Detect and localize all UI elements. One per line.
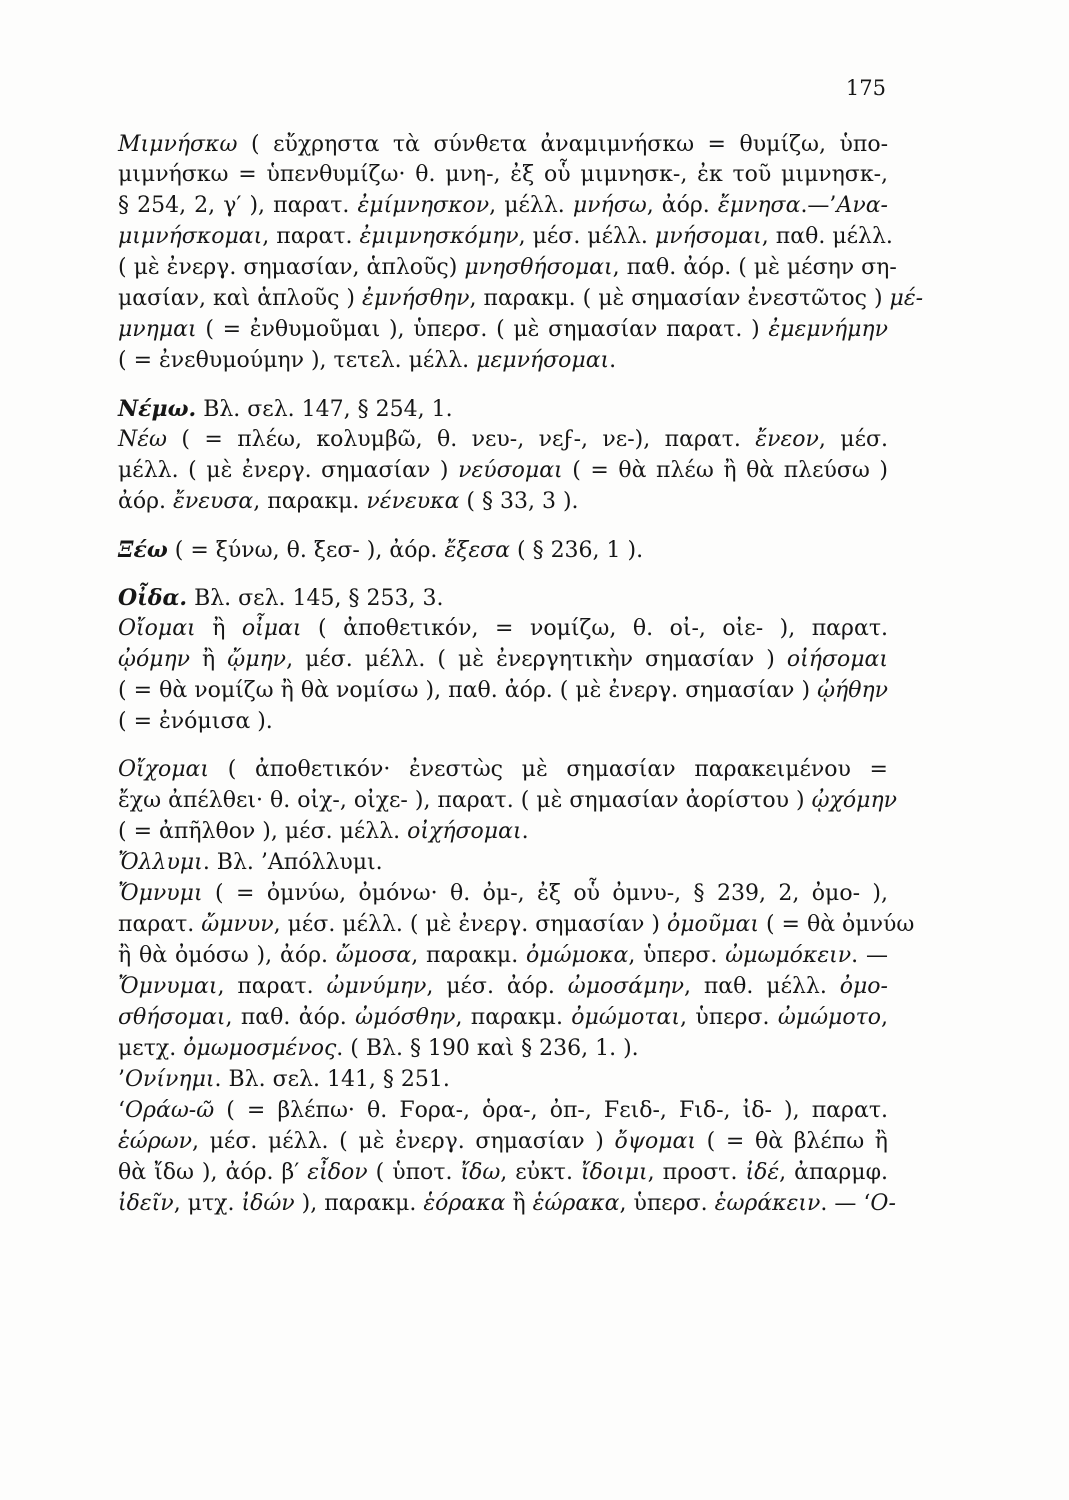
- text-run: ( ἀποθετικόν· ἐνεστὼς μὲ σημασίαν παρακειμένου =: [209, 757, 888, 782]
- text-line: [118, 879, 888, 909]
- greek-form: ἰδέ: [745, 1160, 780, 1185]
- text-line: [118, 1003, 888, 1033]
- greek-form: ἰδεῖν: [118, 1191, 174, 1216]
- text-run: ( = ἐνόμισα ).: [118, 709, 273, 734]
- text-run: ἢ: [505, 1191, 533, 1216]
- greek-form: Ὄλλυμι: [118, 850, 203, 875]
- text-run: ἔχω ἀπέλθει· θ. οἰχ-, οἰχε- ), παρατ. ( μὲ σημασίαν ἀορίστου ): [118, 788, 812, 813]
- greek-form: ᾠχόμην: [811, 788, 897, 813]
- text-run: , μέσ. μέλλ. ( μὲ ἐνεργητικὴν σημασίαν ): [286, 647, 787, 672]
- text-run: ( = θὰ βλέπω ἢ: [696, 1129, 888, 1154]
- text-run: , μέσ. ἀόρ.: [426, 974, 568, 999]
- greek-form: Μιμνήσκω: [118, 132, 238, 157]
- text-line: [118, 817, 888, 847]
- text-run: ( = θὰ πλέω ἢ θὰ πλεύσω ): [562, 458, 888, 483]
- text-run: § 254, 2, γ′ ), παρατ.: [118, 193, 358, 218]
- text-line: [118, 346, 888, 376]
- greek-form: ὄψομαι: [614, 1129, 697, 1154]
- greek-form: ἴδω: [460, 1160, 501, 1185]
- greek-form: Οἴομαι: [118, 616, 196, 641]
- greek-form: νεύσομαι: [458, 458, 563, 483]
- greek-form: ᾠόμην: [118, 647, 191, 672]
- text-run: .: [521, 819, 529, 844]
- text-run: , μέσ. μέλλ. ( μὲ ἐνεργ. σημασίαν ): [273, 912, 667, 937]
- greek-form: μνήσομαι: [654, 224, 762, 249]
- text-line: [118, 755, 888, 785]
- greek-form: ἔνευσα: [173, 489, 254, 514]
- greek-form: Ανα-: [836, 193, 888, 218]
- greek-form: μνήσω: [572, 193, 647, 218]
- text-line: [118, 191, 888, 221]
- text-run: ( = ὀμνύω, ὀμόνω· θ. ὀμ-, ἐξ οὗ ὀμνυ-, § 239, 2, ὀμο- ),: [202, 881, 888, 906]
- text-run: , ἀπαρμφ.: [779, 1160, 888, 1185]
- text-run: ( ἀποθετικόν, = νομίζω, θ. οἰ-, οἰε- ), παρατ.: [301, 616, 888, 641]
- greek-form: ᾠήθην: [817, 678, 888, 703]
- text-run: , παρακμ.: [411, 943, 527, 968]
- entry-headword: Οἶδα.: [118, 585, 188, 611]
- text-run: ( εὔχρηστα τὰ σύνθετα ἀναμιμνήσκω = θυμίζω, ὑπο-: [237, 132, 888, 157]
- text-line: [118, 394, 888, 424]
- text-run: , μέσ. μέλλ. ( μὲ ἐνεργ. σημασίαν ): [192, 1129, 615, 1154]
- text-line: [118, 1096, 888, 1126]
- text-run: ,: [881, 1005, 888, 1030]
- greek-form: ἔνεον: [755, 427, 819, 452]
- text-run: , παρακμ. ( μὲ σημασίαν ἐνεστῶτος ): [469, 286, 890, 311]
- greek-form: ἑώρων: [118, 1129, 192, 1154]
- greek-form: Ονίνημι: [125, 1067, 215, 1092]
- greek-form: ἔμνησα: [717, 193, 801, 218]
- greek-form: ὀμωμοσμένος: [183, 1036, 337, 1061]
- text-run: , παρακμ.: [455, 1005, 572, 1030]
- greek-form: ἐμίμνησκον: [357, 193, 490, 218]
- greek-form: Ὄμνυμι: [118, 881, 203, 906]
- greek-form: ἑωράκειν: [714, 1191, 821, 1216]
- greek-form: οἰήσομαι: [786, 647, 888, 672]
- greek-form: Ο-: [870, 1191, 896, 1216]
- greek-form: ἑώρακα: [532, 1191, 620, 1216]
- text-line: [118, 1189, 896, 1219]
- greek-form: ὠμωμόκειν: [725, 943, 852, 968]
- text-line: [118, 425, 888, 455]
- greek-form: ὤμοσα: [335, 943, 412, 968]
- greek-form: ἑόρακα: [423, 1191, 506, 1216]
- text-line: [118, 130, 888, 160]
- greek-form: Νέω: [118, 427, 167, 452]
- text-run: ( = θὰ νομίζω ἢ θὰ νομίσω ), παθ. ἀόρ. ( μὲ ἐνεργ. σημασίαν ): [118, 678, 818, 703]
- greek-form: νένευκα: [366, 489, 460, 514]
- text-line: [118, 910, 915, 940]
- text-run: ἢ θὰ ὀμόσω ), ἀόρ.: [118, 943, 336, 968]
- text-run: , ὑπερσ.: [619, 1191, 715, 1216]
- greek-form: Οράω-ῶ: [125, 1098, 215, 1123]
- text-run: Βλ. σελ. 147, § 254, 1.: [196, 397, 453, 422]
- text-run: , εὐκτ.: [500, 1160, 581, 1185]
- greek-form: ὠμώμοτο: [777, 1005, 881, 1030]
- text-run: , ὑπερσ.: [679, 1005, 778, 1030]
- text-run: . Βλ. σελ. 141, § 251.: [214, 1067, 450, 1092]
- text-run: , παθ. μέλλ.: [761, 224, 893, 249]
- text-run: , προστ.: [647, 1160, 746, 1185]
- text-line: [118, 487, 888, 517]
- text-line: [118, 614, 888, 644]
- text-run: ( = ἐνεθυμούμην ), τετελ. μέλλ.: [118, 348, 477, 373]
- text-line: [118, 1065, 888, 1095]
- text-run: ( = ἀπῆλθον ), μέσ. μέλλ.: [118, 819, 408, 844]
- greek-form: Ὄμνυμαι: [118, 974, 218, 999]
- text-line: [118, 535, 888, 565]
- text-line: [118, 786, 897, 816]
- page-number: 175: [845, 76, 886, 100]
- text-run: μετχ.: [118, 1036, 184, 1061]
- greek-form: Οἴχομαι: [118, 757, 210, 782]
- greek-form: ἐμιμνησκόμην: [359, 224, 519, 249]
- text-run: ( = θὰ ὀμνύω: [758, 912, 915, 937]
- text-run: , μέσ. μέλλ.: [518, 224, 655, 249]
- text-line: [118, 941, 888, 971]
- text-run: , παθ. ἀόρ.: [225, 1005, 356, 1030]
- greek-form: οἶμαι: [241, 616, 302, 641]
- text-line: [118, 222, 893, 252]
- greek-form: ὀμοῦμαι: [667, 912, 759, 937]
- text-run: μασίαν, καὶ ἁπλοῦς ): [118, 286, 363, 311]
- text-run: μέλλ. ( μὲ ἐνεργ. σημασίαν ): [118, 458, 459, 483]
- greek-form: μνημαι: [118, 317, 197, 342]
- text-run: ἢ: [195, 616, 242, 641]
- greek-form: ἴδοιμι: [580, 1160, 648, 1185]
- text-run: μιμνήσκω = ὑπενθυμίζω· θ. μνη-, ἐξ οὗ μιμνησκ-, ἐκ τοῦ μιμνησκ-,: [118, 162, 888, 187]
- text-run: ( = ξύνω, θ. ξεσ- ), ἀόρ.: [167, 538, 445, 563]
- text-line: [118, 1127, 888, 1157]
- greek-form: ὀμώμοκα: [526, 943, 629, 968]
- text-line: [118, 1158, 888, 1188]
- text-run: ‘: [118, 1098, 125, 1123]
- text-run: ( § 236, 1 ).: [510, 538, 644, 563]
- greek-form: ὀμώμοται: [571, 1005, 680, 1030]
- text-line: [118, 253, 897, 283]
- text-run: . —: [851, 943, 888, 968]
- text-run: , μτχ.: [173, 1191, 242, 1216]
- text-run: ἀόρ.: [118, 489, 174, 514]
- greek-form: ὠμνύμην: [326, 974, 427, 999]
- greek-form: οἰχήσομαι: [407, 819, 522, 844]
- text-line: [118, 284, 924, 314]
- text-run: . — ‘: [820, 1191, 871, 1216]
- text-run: Βλ. σελ. 145, § 253, 3.: [187, 586, 444, 611]
- text-run: , παθ. μέλλ.: [683, 974, 840, 999]
- greek-form: εἶδον: [307, 1160, 368, 1185]
- text-line: [118, 645, 888, 675]
- text-run: , ἀόρ.: [646, 193, 718, 218]
- text-line: [118, 848, 888, 878]
- text-run: ( = βλέπω· θ. Ϝορα-, ὁρα-, ὀπ-, Ϝειδ-, Ϝιδ-, ἰδ- ), παρατ.: [214, 1098, 888, 1123]
- text-line: [118, 456, 888, 486]
- text-run: , μέσ.: [818, 427, 888, 452]
- greek-form: ὠμόσθην: [355, 1005, 456, 1030]
- entry-headword: Νέμω.: [118, 396, 197, 422]
- greek-form: ὠμοσάμην: [567, 974, 684, 999]
- text-run: , παρακμ.: [253, 489, 367, 514]
- text-line: [118, 1034, 888, 1064]
- text-run: ἢ: [190, 647, 228, 672]
- text-run: ( μὲ ἐνεργ. σημασίαν, ἁπλοῦς): [118, 255, 465, 280]
- text-run: ’: [118, 1067, 125, 1092]
- text-run: , παρατ.: [217, 974, 327, 999]
- entry-headword: Ξέω: [118, 537, 168, 563]
- text-run: , ὑπερσ.: [628, 943, 726, 968]
- text-run: .: [609, 348, 617, 373]
- greek-form: μιμνήσκομαι: [118, 224, 263, 249]
- text-run: , παρατ.: [262, 224, 360, 249]
- greek-form: ἔξεσα: [444, 538, 510, 563]
- text-line: [118, 972, 888, 1002]
- text-run: ( = πλέω, κολυμβῶ, θ. νευ-, νεϝ-, νε-), παρατ.: [167, 427, 756, 452]
- text-run: , μέλλ.: [489, 193, 573, 218]
- text-run: , παθ. ἀόρ. ( μὲ μέσην ση-: [612, 255, 897, 280]
- greek-form: μεμνήσομαι: [476, 348, 610, 373]
- text-line: [118, 315, 888, 345]
- text-run: ( = ἐνθυμοῦμαι ), ὑπερσ. ( μὲ σημασίαν παρατ. ): [196, 317, 769, 342]
- text-run: . Βλ. ’Απόλλυμι.: [202, 850, 383, 875]
- greek-form: ἰδών: [241, 1191, 295, 1216]
- text-line: [118, 160, 888, 190]
- greek-form: σθήσομαι: [118, 1005, 226, 1030]
- text-line: [118, 583, 888, 613]
- text-run: . ( Βλ. § 190 καὶ § 236, 1. ).: [336, 1036, 639, 1061]
- greek-form: μνησθήσομαι: [464, 255, 613, 280]
- text-run: παρατ.: [118, 912, 202, 937]
- text-line: [118, 707, 888, 737]
- greek-form: ᾤμην: [227, 647, 287, 672]
- greek-form: ὤμνυν: [201, 912, 274, 937]
- greek-form: ὀμο-: [839, 974, 888, 999]
- text-run: ( § 33, 3 ).: [459, 489, 579, 514]
- greek-form: ἐμνήσθην: [362, 286, 470, 311]
- text-run: θὰ ἴδω ), ἀόρ. β′: [118, 1160, 308, 1185]
- text-line: [118, 676, 888, 706]
- text-run: ), παρακμ.: [294, 1191, 424, 1216]
- greek-form: ἐμεμνήμην: [768, 317, 888, 342]
- greek-form: μέ-: [889, 286, 924, 311]
- text-run: .—’: [800, 193, 837, 218]
- text-run: ( ὑποτ.: [367, 1160, 461, 1185]
